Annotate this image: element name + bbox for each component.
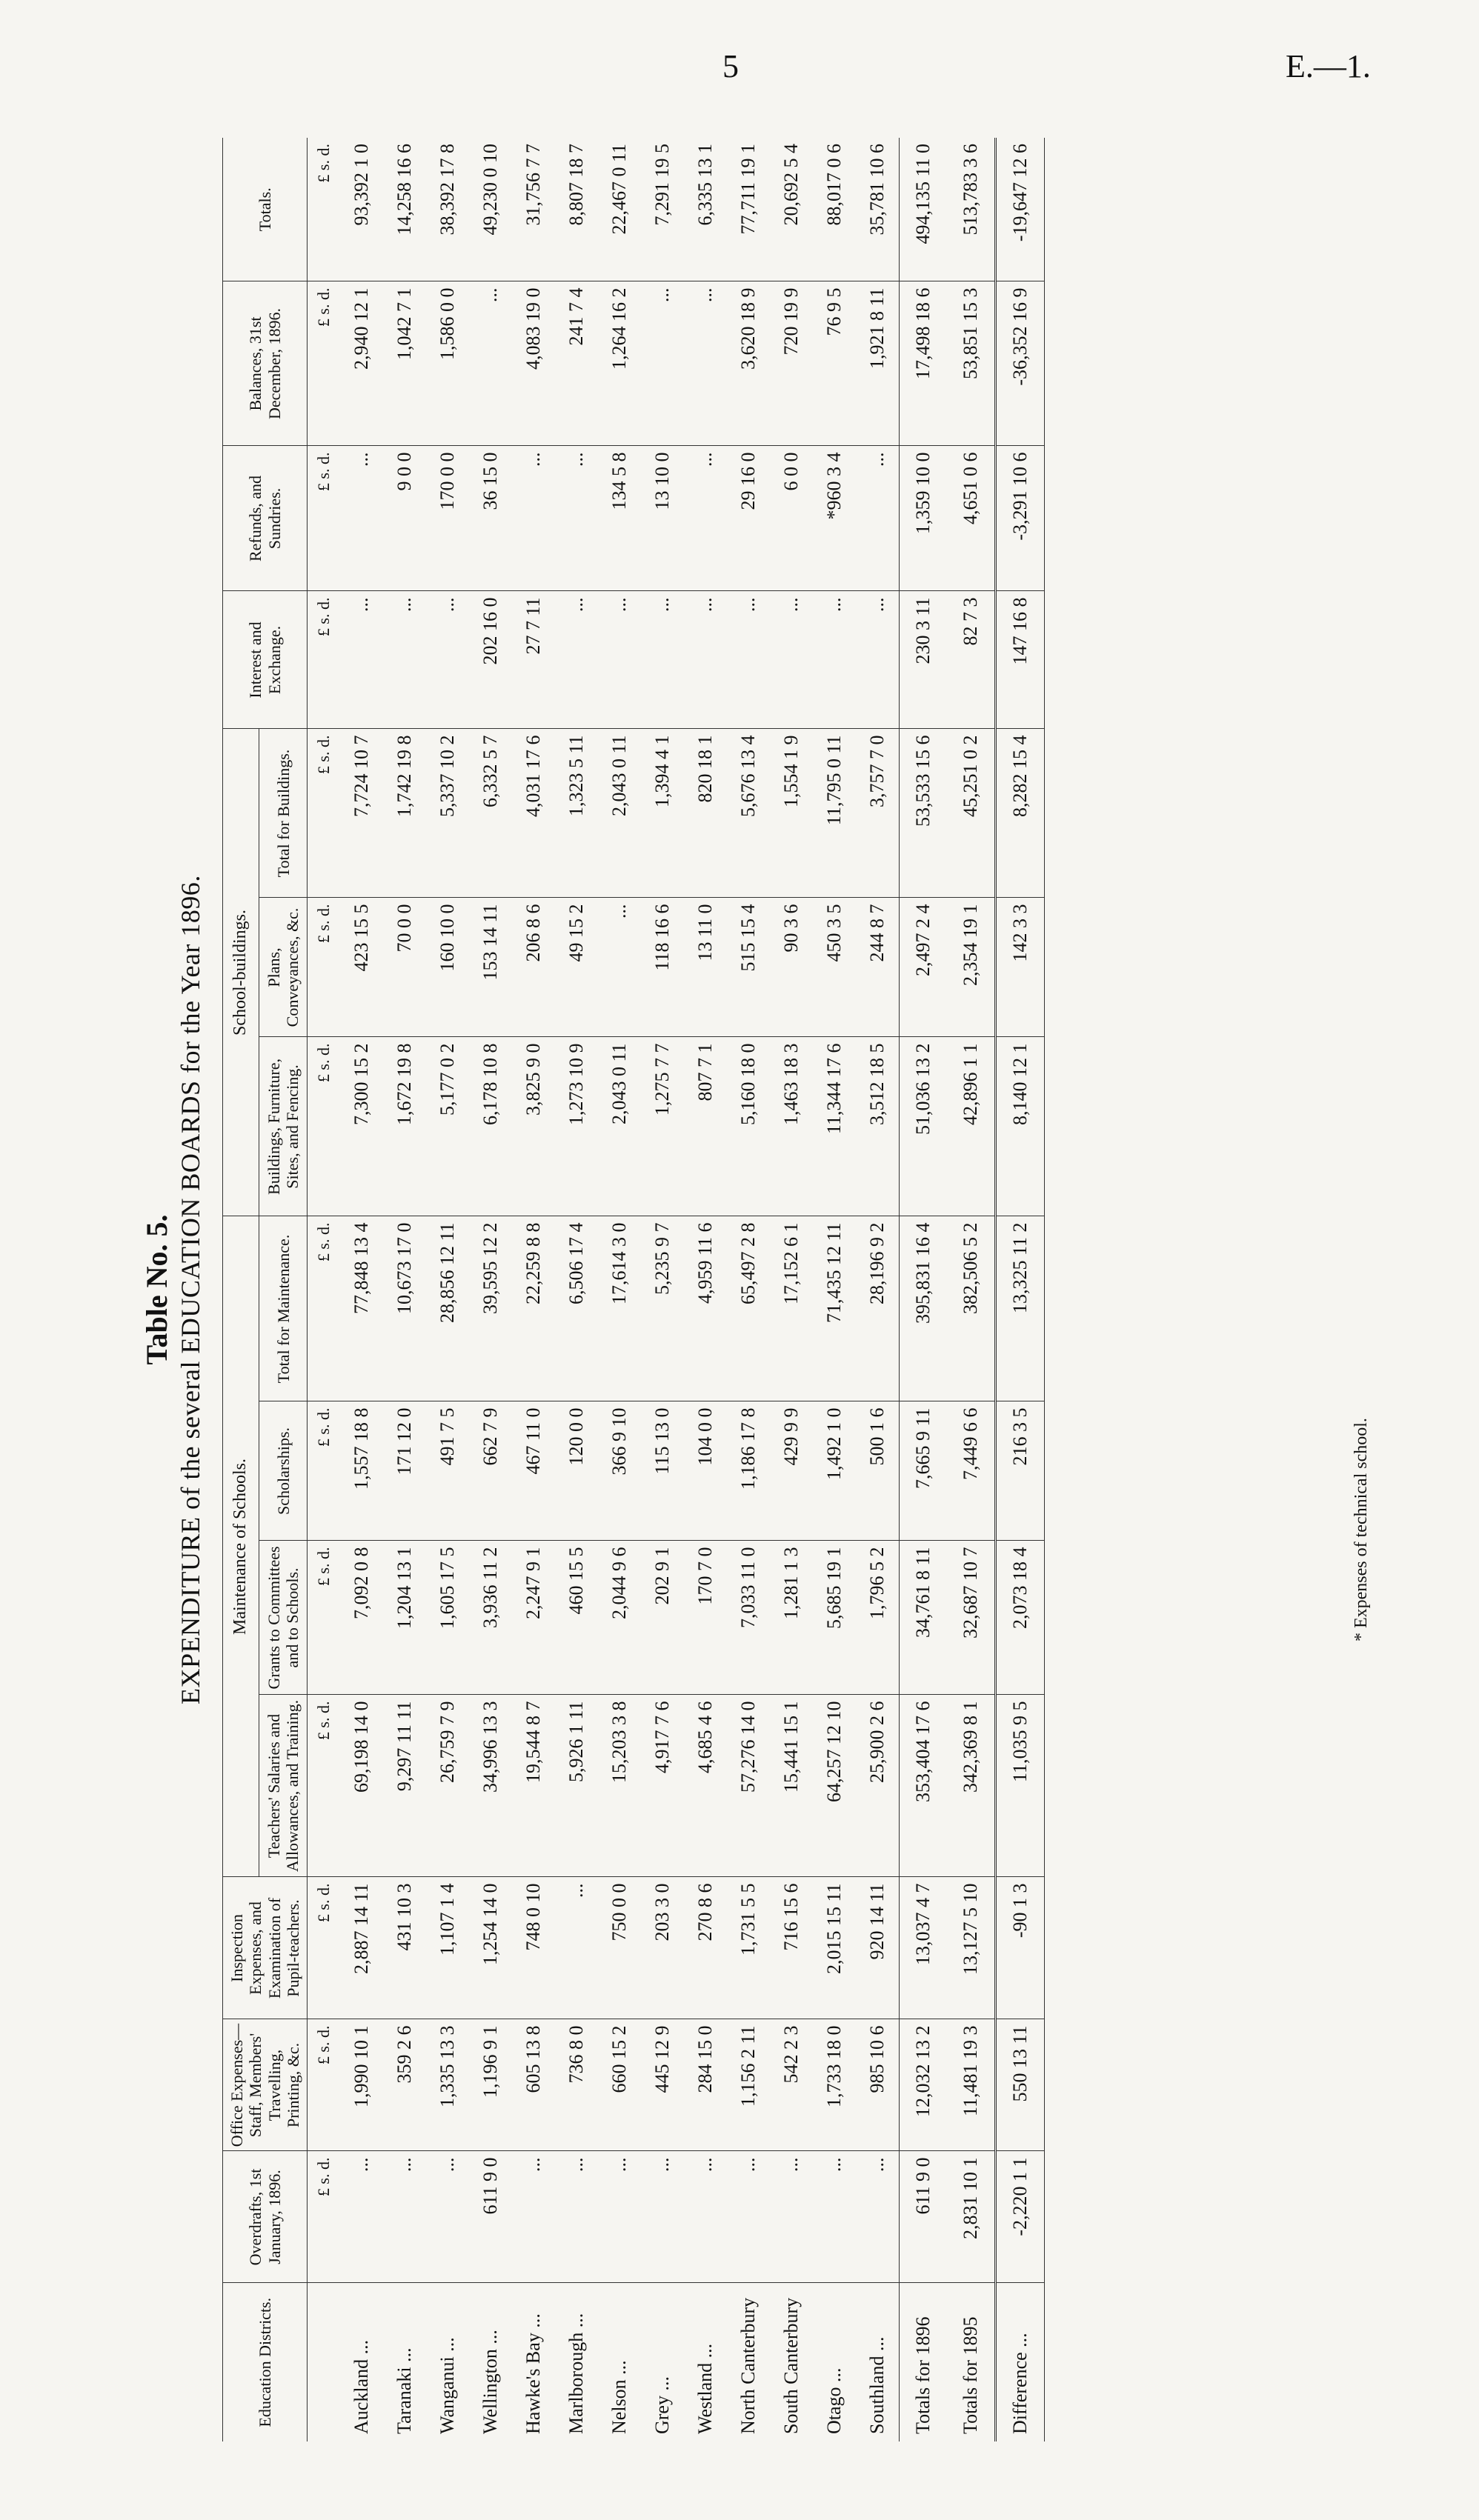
table-row [383, 138, 426, 2441]
units-cell: £ s. d. [308, 281, 341, 446]
value-cell: 42,896 1 1 [947, 1037, 996, 1216]
value-cell: 170 7 0 [684, 1541, 727, 1695]
col-inspection: Inspection Expenses, and Examination of Pupil-teachers. [223, 1877, 308, 2019]
value-cell: 5,337 10 2 [426, 729, 469, 898]
value-cell: 542 2 3 [770, 2019, 813, 2151]
units-cell: £ s. d. [308, 2019, 341, 2151]
value-cell: 9 0 0 [383, 446, 426, 591]
value-cell: 3,512 18 5 [856, 1037, 900, 1216]
value-cell: ... [727, 2151, 770, 2283]
col-district: Education Districts. [223, 2283, 308, 2441]
value-cell: 353,404 17 6 [900, 1695, 948, 1877]
table-row [641, 138, 684, 2441]
value-cell: 3,757 7 0 [856, 729, 900, 898]
value-cell: 2,043 0 11 [598, 1037, 641, 1216]
table-row [469, 138, 512, 2441]
value-cell: 15,203 3 8 [598, 1695, 641, 1877]
value-cell: 5,235 9 7 [641, 1216, 684, 1401]
district-name: Southland ... [866, 2336, 888, 2434]
value-cell: ... [426, 2151, 469, 2283]
value-cell: 2,940 12 1 [340, 281, 383, 446]
value-cell: 26,759 7 9 [426, 1695, 469, 1877]
value-cell: 1,359 10 0 [900, 446, 948, 591]
value-cell: ... [598, 591, 641, 729]
value-cell: 7,033 11 0 [727, 1541, 770, 1695]
value-cell: 71,435 12 11 [813, 1216, 856, 1401]
value-cell: 4,651 0 6 [947, 446, 996, 591]
units-cell: £ s. d. [308, 1877, 341, 2019]
value-cell: 1,042 7 1 [383, 281, 426, 446]
col-office-expenses: Office Expenses—Staff, Members' Travelling, Printing, &c. [223, 2019, 308, 2151]
district-name: Taranaki ... [393, 2347, 416, 2434]
value-cell: 611 9 0 [900, 2151, 948, 2283]
value-cell: 7,300 15 2 [340, 1037, 383, 1216]
totals-1896-row [900, 138, 948, 2441]
col-grants: Grants to Committees and to Schools. [259, 1541, 308, 1695]
value-cell: 491 7 5 [426, 1401, 469, 1541]
value-cell: 38,392 17 8 [426, 138, 469, 281]
value-cell: 515 15 4 [727, 898, 770, 1037]
value-cell: 1,990 10 1 [340, 2019, 383, 2151]
value-cell: -2,220 1 1 [996, 2151, 1045, 2283]
value-cell: 17,614 3 0 [598, 1216, 641, 1401]
col-buildings-furniture: Buildings, Furniture, Sites, and Fencing. [259, 1037, 308, 1216]
value-cell: 49 15 2 [555, 898, 598, 1037]
value-cell: ... [340, 446, 383, 591]
expenditure-table-wrap [222, 138, 1045, 2441]
value-cell: 88,017 0 6 [813, 138, 856, 281]
value-cell: 395,831 16 4 [900, 1216, 948, 1401]
value-cell: ... [555, 446, 598, 591]
district-name: Difference ... [996, 2283, 1045, 2441]
value-cell: 4,083 19 0 [512, 281, 555, 446]
value-cell: 53,851 15 3 [947, 281, 996, 446]
value-cell: ... [340, 2151, 383, 2283]
value-cell: 57,276 14 0 [727, 1695, 770, 1877]
table-body [308, 138, 1045, 2441]
value-cell: 202 16 0 [469, 591, 512, 729]
value-cell: 750 0 0 [598, 1877, 641, 2019]
district-name: Wellington ... [479, 2330, 502, 2434]
value-cell: ... [555, 591, 598, 729]
table-row [770, 138, 813, 2441]
value-cell: 1,281 1 3 [770, 1541, 813, 1695]
value-cell: 69,198 14 0 [340, 1695, 383, 1877]
value-cell: ... [856, 2151, 900, 2283]
value-cell: 1,275 7 7 [641, 1037, 684, 1216]
value-cell: 5,685 19 1 [813, 1541, 856, 1695]
units-cell: £ s. d. [308, 138, 341, 281]
value-cell: 450 3 5 [813, 898, 856, 1037]
totals-1895-row [947, 138, 996, 2441]
document-code: E.—1. [1286, 48, 1371, 84]
value-cell: 382,506 5 2 [947, 1216, 996, 1401]
value-cell: 90 3 6 [770, 898, 813, 1037]
value-cell: 1,394 4 1 [641, 729, 684, 898]
value-cell: 3,825 9 0 [512, 1037, 555, 1216]
value-cell: ... [856, 446, 900, 591]
value-cell: 7,449 6 6 [947, 1401, 996, 1541]
value-cell: 230 3 11 [900, 591, 948, 729]
value-cell: 1,557 18 8 [340, 1401, 383, 1541]
value-cell: 6,335 13 1 [684, 138, 727, 281]
value-cell: 1,921 8 11 [856, 281, 900, 446]
value-cell: ... [383, 591, 426, 729]
value-cell: 11,035 9 5 [996, 1695, 1045, 1877]
value-cell: 160 10 0 [426, 898, 469, 1037]
value-cell: ... [727, 591, 770, 729]
district-name: North Canterbury [737, 2297, 760, 2434]
value-cell: 1,796 5 2 [856, 1541, 900, 1695]
value-cell: 467 11 0 [512, 1401, 555, 1541]
value-cell: 6,332 5 7 [469, 729, 512, 898]
district-name: Auckland ... [350, 2339, 373, 2434]
value-cell: 2,831 10 1 [947, 2151, 996, 2283]
difference-row [996, 138, 1045, 2441]
value-cell: 4,031 17 6 [512, 729, 555, 898]
units-cell: £ s. d. [308, 2151, 341, 2283]
value-cell: 118 16 6 [641, 898, 684, 1037]
value-cell: 6,178 10 8 [469, 1037, 512, 1216]
value-cell: 985 10 6 [856, 2019, 900, 2151]
value-cell: 1,731 5 5 [727, 1877, 770, 2019]
value-cell: ... [684, 281, 727, 446]
units-cell: £ s. d. [308, 1216, 341, 1401]
value-cell: 53,533 15 6 [900, 729, 948, 898]
footnote: * Expenses of technical school. [1352, 1418, 1371, 1641]
col-total-maintenance: Total for Maintenance. [259, 1216, 308, 1401]
value-cell: 13,325 11 2 [996, 1216, 1045, 1401]
value-cell: 1,672 19 8 [383, 1037, 426, 1216]
value-cell: 1,204 13 1 [383, 1541, 426, 1695]
value-cell: 2,887 14 11 [340, 1877, 383, 2019]
value-cell: 17,152 6 1 [770, 1216, 813, 1401]
value-cell: ... [770, 591, 813, 729]
table-title: Table No. 5. [140, 1214, 173, 1365]
value-cell: 1,605 17 5 [426, 1541, 469, 1695]
value-cell: ... [684, 446, 727, 591]
value-cell: -3,291 10 6 [996, 446, 1045, 591]
district-name: Wanganui ... [436, 2337, 459, 2434]
value-cell: 11,795 0 11 [813, 729, 856, 898]
district-name: Hawke's Bay ... [522, 2313, 545, 2434]
value-cell: 4,685 4 6 [684, 1695, 727, 1877]
value-cell: 716 15 6 [770, 1877, 813, 2019]
value-cell: ... [555, 1877, 598, 2019]
value-cell: 720 19 9 [770, 281, 813, 446]
units-cell: £ s. d. [308, 1401, 341, 1541]
value-cell: 170 0 0 [426, 446, 469, 591]
value-cell: 206 8 6 [512, 898, 555, 1037]
value-cell: 1,323 5 11 [555, 729, 598, 898]
value-cell: 2,497 2 4 [900, 898, 948, 1037]
district-name: Marlborough ... [565, 2313, 588, 2434]
value-cell: 134 5 8 [598, 446, 641, 591]
value-cell: 8,282 15 4 [996, 729, 1045, 898]
table-row [426, 138, 469, 2441]
value-cell: 494,135 11 0 [900, 138, 948, 281]
value-cell: 17,498 18 6 [900, 281, 948, 446]
value-cell: 3,936 11 2 [469, 1541, 512, 1695]
value-cell: 29 16 0 [727, 446, 770, 591]
value-cell: 93,392 1 0 [340, 138, 383, 281]
value-cell: 2,247 9 1 [512, 1541, 555, 1695]
col-scholarships: Scholarships. [259, 1401, 308, 1541]
value-cell: ... [383, 2151, 426, 2283]
value-cell: 171 12 0 [383, 1401, 426, 1541]
col-interest: Interest and Exchange. [223, 591, 308, 729]
col-refunds: Refunds, and Sundries. [223, 446, 308, 591]
value-cell: -36,352 16 9 [996, 281, 1045, 446]
value-cell: ... [641, 2151, 684, 2283]
district-name: Nelson ... [608, 2360, 631, 2434]
page-number: 5 [722, 48, 739, 84]
district-name: Totals for 1895 [960, 2316, 982, 2434]
value-cell: 34,761 8 11 [900, 1541, 948, 1695]
value-cell: 34,996 13 3 [469, 1695, 512, 1877]
value-cell: 605 13 8 [512, 2019, 555, 2151]
table-row [598, 138, 641, 2441]
district-name: Westland ... [694, 2343, 717, 2434]
value-cell: 550 13 11 [996, 2019, 1045, 2151]
value-cell: 1,254 14 0 [469, 1877, 512, 2019]
value-cell: 6 0 0 [770, 446, 813, 591]
value-cell: 2,043 0 11 [598, 729, 641, 898]
value-cell: 1,492 1 0 [813, 1401, 856, 1541]
value-cell: 7,724 10 7 [340, 729, 383, 898]
value-cell: 5,160 18 0 [727, 1037, 770, 1216]
value-cell: 7,291 19 5 [641, 138, 684, 281]
district-name: South Canterbury [780, 2297, 802, 2434]
group-maintenance: Maintenance of Schools. [223, 1216, 259, 1877]
value-cell: ... [641, 281, 684, 446]
value-cell: 10,673 17 0 [383, 1216, 426, 1401]
value-cell: 2,073 18 4 [996, 1541, 1045, 1695]
value-cell: 431 10 3 [383, 1877, 426, 2019]
value-cell: 1,463 18 3 [770, 1037, 813, 1216]
value-cell: 77,711 19 1 [727, 138, 770, 281]
value-cell: 104 0 0 [684, 1401, 727, 1541]
value-cell: 7,092 0 8 [340, 1541, 383, 1695]
value-cell: 51,036 13 2 [900, 1037, 948, 1216]
units-cell: £ s. d. [308, 1695, 341, 1877]
value-cell: 241 7 4 [555, 281, 598, 446]
value-cell: 5,926 1 11 [555, 1695, 598, 1877]
value-cell: 64,257 12 10 [813, 1695, 856, 1877]
col-total-buildings: Total for Buildings. [259, 729, 308, 898]
value-cell: 65,497 2 8 [727, 1216, 770, 1401]
value-cell: ... [598, 2151, 641, 2283]
value-cell: 5,177 0 2 [426, 1037, 469, 1216]
value-cell: ... [641, 591, 684, 729]
value-cell: ... [598, 898, 641, 1037]
value-cell: 22,259 8 8 [512, 1216, 555, 1401]
value-cell: 14,258 16 6 [383, 138, 426, 281]
units-cell: £ s. d. [308, 898, 341, 1037]
value-cell: 20,692 5 4 [770, 138, 813, 281]
value-cell: 32,687 10 7 [947, 1541, 996, 1695]
value-cell: 8,140 12 1 [996, 1037, 1045, 1216]
value-cell: -90 1 3 [996, 1877, 1045, 2019]
value-cell: 2,015 15 11 [813, 1877, 856, 2019]
value-cell: 920 14 11 [856, 1877, 900, 2019]
value-cell: ... [770, 2151, 813, 2283]
value-cell: 500 1 6 [856, 1401, 900, 1541]
value-cell: 660 15 2 [598, 2019, 641, 2151]
value-cell: 342,369 8 1 [947, 1695, 996, 1877]
value-cell: 153 14 11 [469, 898, 512, 1037]
value-cell: 4,959 11 6 [684, 1216, 727, 1401]
value-cell: 4,917 7 6 [641, 1695, 684, 1877]
table-row [512, 138, 555, 2441]
value-cell: 19,544 8 7 [512, 1695, 555, 1877]
value-cell: 1,186 17 8 [727, 1401, 770, 1541]
value-cell: 513,783 3 6 [947, 138, 996, 281]
value-cell: ... [512, 2151, 555, 2283]
value-cell: 31,756 7 7 [512, 138, 555, 281]
value-cell: 284 15 0 [684, 2019, 727, 2151]
value-cell: 445 12 9 [641, 2019, 684, 2151]
value-cell: ... [426, 591, 469, 729]
col-totals: Totals. [223, 138, 308, 281]
value-cell: ... [512, 446, 555, 591]
value-cell: 49,230 0 10 [469, 138, 512, 281]
value-cell: 82 7 3 [947, 591, 996, 729]
value-cell: 244 8 7 [856, 898, 900, 1037]
value-cell: 12,032 13 2 [900, 2019, 948, 2151]
value-cell: ... [856, 591, 900, 729]
district-name: Otago ... [823, 2367, 845, 2434]
value-cell: 1,554 1 9 [770, 729, 813, 898]
units-cell: £ s. d. [308, 1037, 341, 1216]
value-cell: 807 7 1 [684, 1037, 727, 1216]
col-balances: Balances, 31st December, 1896. [223, 281, 308, 446]
value-cell: 1,156 2 11 [727, 2019, 770, 2151]
district-name: Grey ... [651, 2376, 674, 2434]
value-cell: 2,044 9 6 [598, 1541, 641, 1695]
value-cell: 748 0 10 [512, 1877, 555, 2019]
table-subtitle: EXPENDITURE of the several EDUCATION BOARDS for the Year 1896. [176, 875, 205, 1704]
value-cell: ... [340, 591, 383, 729]
value-cell: 6,506 17 4 [555, 1216, 598, 1401]
value-cell: 25,900 2 6 [856, 1695, 900, 1877]
value-cell: 120 0 0 [555, 1401, 598, 1541]
value-cell: ... [813, 591, 856, 729]
value-cell: 359 2 6 [383, 2019, 426, 2151]
value-cell: ... [813, 2151, 856, 2283]
value-cell: 76 9 5 [813, 281, 856, 446]
value-cell: 147 16 8 [996, 591, 1045, 729]
value-cell: -19,647 12 6 [996, 138, 1045, 281]
value-cell: 11,344 17 6 [813, 1037, 856, 1216]
value-cell: 35,781 10 6 [856, 138, 900, 281]
units-cell: £ s. d. [308, 591, 341, 729]
table-row [684, 138, 727, 2441]
expenditure-table [222, 138, 1045, 2441]
value-cell: 39,595 12 2 [469, 1216, 512, 1401]
value-cell: 1,335 13 3 [426, 2019, 469, 2151]
value-cell: 45,251 0 2 [947, 729, 996, 898]
value-cell: 611 9 0 [469, 2151, 512, 2283]
value-cell: 9,297 11 11 [383, 1695, 426, 1877]
value-cell: 429 9 9 [770, 1401, 813, 1541]
table-row [856, 138, 900, 2441]
value-cell: 1,196 9 1 [469, 2019, 512, 2151]
units-cell: £ s. d. [308, 729, 341, 898]
col-overdrafts: Overdrafts, 1st January, 1896. [223, 2151, 308, 2283]
value-cell: 662 7 9 [469, 1401, 512, 1541]
table-row [813, 138, 856, 2441]
value-cell: 115 13 0 [641, 1401, 684, 1541]
value-cell: 736 8 0 [555, 2019, 598, 2151]
value-cell: 36 15 0 [469, 446, 512, 591]
district-name: Totals for 1896 [900, 2283, 948, 2441]
value-cell: 270 8 6 [684, 1877, 727, 2019]
value-cell: 820 18 1 [684, 729, 727, 898]
value-cell: 22,467 0 11 [598, 138, 641, 281]
value-cell: 1,107 1 4 [426, 1877, 469, 2019]
value-cell: 13,037 4 7 [900, 1877, 948, 2019]
value-cell: 1,264 16 2 [598, 281, 641, 446]
value-cell: 216 3 5 [996, 1401, 1045, 1541]
units-blank [308, 2283, 341, 2441]
value-cell: 13,127 5 10 [947, 1877, 996, 2019]
value-cell: 7,665 9 11 [900, 1401, 948, 1541]
value-cell: 13 11 0 [684, 898, 727, 1037]
value-cell: *960 3 4 [813, 446, 856, 591]
value-cell: 142 3 3 [996, 898, 1045, 1037]
rotated-table-sheet [139, 138, 1381, 2441]
value-cell: 1,742 19 8 [383, 729, 426, 898]
col-salaries: Teachers' Salaries and Allowances, and Training. [259, 1695, 308, 1877]
value-cell: 11,481 19 3 [947, 2019, 996, 2151]
value-cell: 202 9 1 [641, 1541, 684, 1695]
group-buildings: School-buildings. [223, 729, 259, 1216]
value-cell: 5,676 13 4 [727, 729, 770, 898]
value-cell: 77,848 13 4 [340, 1216, 383, 1401]
value-cell: 15,441 15 1 [770, 1695, 813, 1877]
value-cell: 8,807 18 7 [555, 138, 598, 281]
table-row [555, 138, 598, 2441]
value-cell: 460 15 5 [555, 1541, 598, 1695]
value-cell: 2,354 19 1 [947, 898, 996, 1037]
value-cell: ... [684, 2151, 727, 2283]
units-cell: £ s. d. [308, 1541, 341, 1695]
value-cell: 13 10 0 [641, 446, 684, 591]
table-row [340, 138, 383, 2441]
value-cell: 1,273 10 9 [555, 1037, 598, 1216]
value-cell: 70 0 0 [383, 898, 426, 1037]
value-cell: 28,856 12 11 [426, 1216, 469, 1401]
value-cell: 28,196 9 2 [856, 1216, 900, 1401]
value-cell: 1,733 18 0 [813, 2019, 856, 2151]
value-cell: 1,586 0 0 [426, 281, 469, 446]
value-cell: ... [555, 2151, 598, 2283]
col-plans: Plans, Conveyances, &c. [259, 898, 308, 1037]
value-cell: ... [684, 591, 727, 729]
value-cell: 3,620 18 9 [727, 281, 770, 446]
units-cell: £ s. d. [308, 446, 341, 591]
value-cell: 27 7 11 [512, 591, 555, 729]
units-row [308, 138, 341, 2441]
value-cell: 423 15 5 [340, 898, 383, 1037]
value-cell: ... [469, 281, 512, 446]
table-row [727, 138, 770, 2441]
value-cell: 366 9 10 [598, 1401, 641, 1541]
value-cell: 203 3 0 [641, 1877, 684, 2019]
